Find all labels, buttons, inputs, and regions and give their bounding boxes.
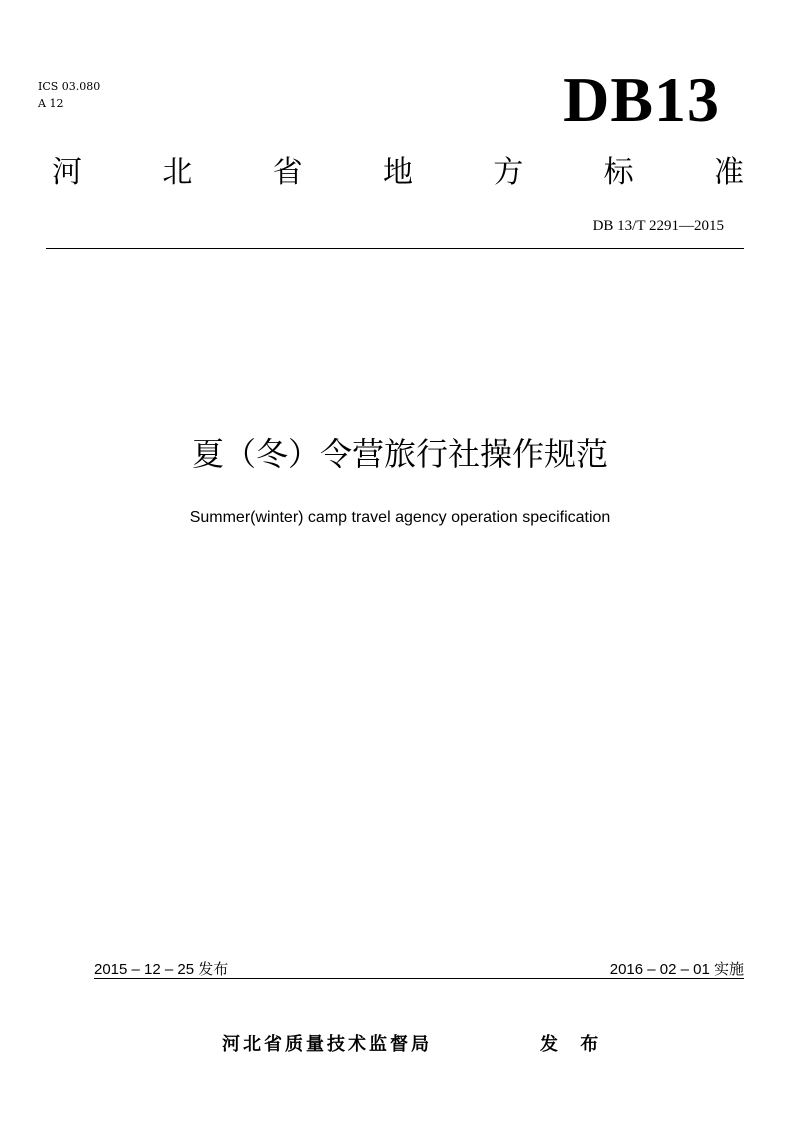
standard-type-char: 北 — [162, 155, 193, 190]
class-code: A 12 — [38, 97, 64, 110]
implement-date: 2016 – 02 – 01 实施 — [609, 961, 744, 978]
standard-type-char: 省 — [272, 155, 303, 190]
ics-code: ICS 03.080 — [38, 80, 101, 93]
release-date: 2015 – 12 – 25 发布 — [94, 961, 229, 978]
standard-type-char: 准 — [713, 155, 744, 190]
standard-type-heading — [52, 146, 744, 192]
footer-divider — [94, 978, 744, 979]
document-title-chinese: 夏（冬）令营旅行社操作规范 — [191, 435, 608, 473]
standard-type-char: 方 — [493, 155, 524, 190]
standard-logo: DB13 — [563, 64, 720, 135]
classification-codes — [38, 78, 100, 112]
standard-type-char: 地 — [382, 155, 413, 190]
document-title-english: Summer(winter) camp travel agency operation specification — [189, 509, 611, 526]
header-divider — [46, 248, 744, 249]
issuing-authority: 河北省质量技术监督局 — [222, 1034, 432, 1055]
standard-type-char: 标 — [603, 155, 634, 190]
standard-number: DB 13/T 2291—2015 — [592, 218, 724, 234]
standard-type-char: 河 — [52, 155, 82, 190]
issuing-action: 发 布 — [540, 1034, 607, 1055]
